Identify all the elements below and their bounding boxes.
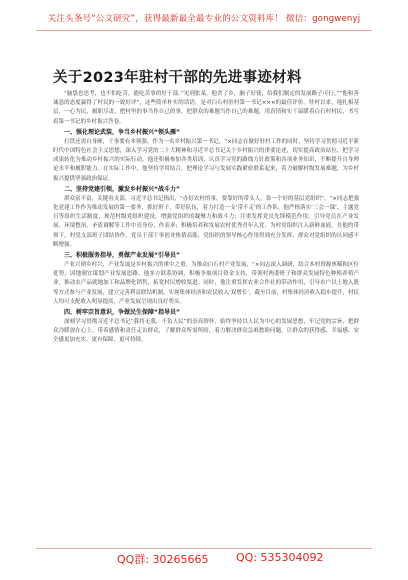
body-paragraph: 打铁还需自身硬，干事要有本领强。作为一名乡村振兴第一书记，“×同志在做好驻村工作的同时，坚持学习贯彻习近平新时代中国特色社会主义思想，深入学习党的二十大精神和习近平总书记关于乡村振兴的重要论述，切实提高政治站位，把学习成果转化为推动乡村振兴的实际行动。他还积极参加各类培训，认真学习党的路线方针政策和各项业务知识，不断提升自身理论水平和履职能力。在实际工作中，他坚持学用结合，把理论学习与发展实践紧密联系起来，着力破解村级发展难题，为乡村振兴提供坚强政治保证。 — [53, 138, 359, 182]
banner-text: 关注头条号“公文研究”，获得最新最全最专业的公文资料库！ 微信：gongwenyj — [47, 14, 361, 24]
section-heading: 一、强化理论武装，争当乡村振兴“领头雁” — [64, 128, 180, 136]
body-paragraph: 产业兴则乡村兴，产业发展是乡村振兴的重中之重。为推动白石村产业发展，“×同志深入调研，结合本村资源禀赋和区位优势，因地制宜谋划产业发展思路。他多方联系协调，积极争取项目资金支持，带领村两委班子和群众发展特色种植养殖产业，推动农产品就地加工和品牌化销售，拓宽村民增收渠道。同时，他注重发挥农业合作社的带动作用，引导农户以土地入股等方式参与产业发展，建立完善利益联结机制，实现集体经济和农民收入‘双增长’。截至目前，村集体经济收入稳步提升，村民人均可支配收入明显提高，产业发展呈现出良好势头。 — [53, 262, 359, 305]
header-banner — [0, 8, 408, 38]
section-heading: 四、树牢宗旨意识，争做民生保障“指导员” — [64, 309, 180, 317]
footer-divider — [36, 548, 372, 549]
body-paragraph: 深刻学习贯彻习近平总书记“我将无我，不负人民”的崇高情怀，始终坚持以人民为中心的发展思想，牢记党的宗旨，把群众冷暖放在心上，带着感情和责任走访群众，了解群众所需所盼，着力解决群众急难愁盼问题，让群众的获得感、幸福感、安全感更加充实、更有保障、更可持续。 — [53, 319, 359, 344]
section-heading: 三、积极服务指导，勇做产业发展“引导员” — [64, 252, 180, 260]
footer-qq-group: QQ群: 30265665 — [117, 553, 209, 566]
document-title: 关于2023年驻村干部的先进事迹材料 — [53, 70, 302, 86]
footer — [0, 548, 408, 568]
section-heading: 二、坚持党建引领，激发乡村振兴“战斗力” — [64, 185, 180, 193]
body-paragraph: 群众富不富，关键看支部，习近平总书记指出，“办好农村的事，要靠好的带头人，靠一个好的基层党组织”。“×同志把强化党建工作作为推动发展的第一要务，抓好班子，带好队伍，着力打造一支‘带不走’的工作队。他严格落实‘三会一课’、主题党日等组织生活制度，规范村级党组织建设，增强党组织的凝聚力和战斗力；注重发挥党员先锋模范作用，引导党员在产业发展、环境整治、矛盾调解等工作中亮身份、作表率；积极培养和发展农村优秀青年入党，为村党组织注入新鲜血液。在他的带领下，村党支部班子团结协作，党员干部干事创业热情高涨，党组织的领导核心作用得到充分发挥，群众对党组织的认同感不断增强。 — [53, 195, 359, 248]
document-body — [53, 90, 359, 530]
body-paragraph: “脑袋也思考，也不怕吃苦，能吃苦事的好干部。”见到张某，他舍了乡，脑子好使，给我们制定的发展路子可行。”“他和善诚恳的态度赢得了村民的一致好评”，这些简单朴实的话语，是对白石村驻村第一书记×××的最佳评价。驻村以来，他扎根基层，一心为民，履职尽责，把村里的事当作自己的事，把群众的难题当作自己的难题，用真情和实干温暖着白石村村民，书写着第一书记的乡村振兴答卷。 — [53, 91, 359, 125]
footer-qq-contact: QQ: 535304092 — [236, 551, 324, 564]
banner-divider — [36, 30, 372, 31]
